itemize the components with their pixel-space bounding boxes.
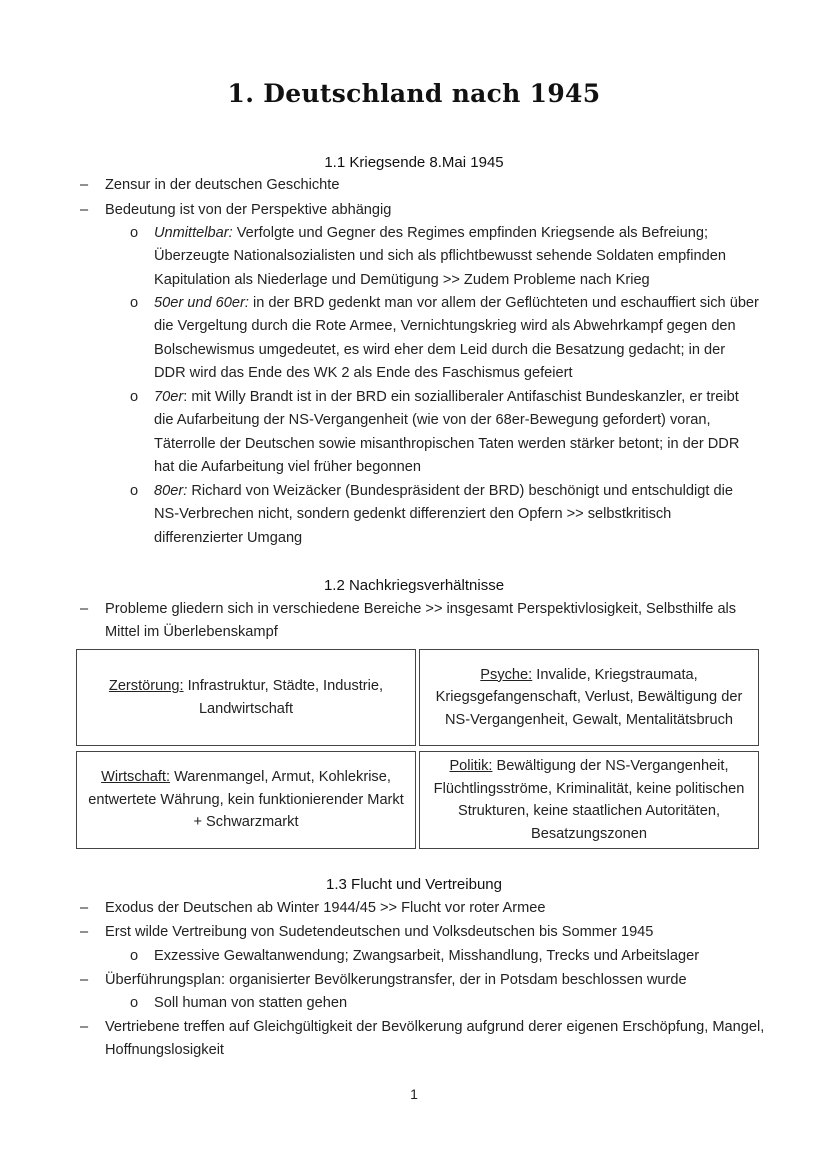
list-item bbox=[80, 969, 775, 992]
item-text: Soll human von statten gehen bbox=[154, 995, 348, 1011]
list-item bbox=[80, 1016, 775, 1063]
list-item-text: Probleme gliedern sich in verschiedene Bereiche >> insgesamt Perspektivlosigkeit, Selbsthilfe als Mittel im Überlebenskampf bbox=[105, 601, 737, 641]
box-text: Infrastruktur, Städte, Industrie, Landwirtschaft bbox=[183, 678, 384, 717]
sub-list-item bbox=[130, 222, 760, 292]
list-item-text: Zensur in der deutschen Geschichte bbox=[105, 177, 340, 193]
item-text: Exzessive Gewaltanwendung; Zwangsarbeit, Misshandlung, Trecks und Arbeitslager bbox=[154, 948, 700, 964]
sub-list-item bbox=[130, 386, 760, 480]
section-heading-1-2: 1.2 Nachkriegsverhältnisse bbox=[323, 577, 505, 594]
item-text: : mit Willy Brandt ist in der BRD ein sozialliberaler Antifaschist Bundeskanzler, er treibt die Aufarbeitung der NS-Vergangenheit (wie von der 68er-Bewegung gefordert) voran, Täterrolle der Deutschen sowie misanthropischen Taten werden stärker betont; in der DDR hat die Aufarbeitung viel früher begonnen bbox=[154, 389, 740, 476]
dash-marker: – bbox=[80, 177, 89, 193]
sub-list-item bbox=[130, 945, 760, 968]
list-item-text: Vertriebene treffen auf Gleichgültigkeit der Bevölkerung aufgrund derer eigenen Erschöpfung, Mangel, Hoffnungslosigkeit bbox=[105, 1019, 765, 1059]
list-item bbox=[80, 199, 775, 222]
item-label: Unmittelbar: bbox=[154, 225, 233, 241]
box-text: Invalide, Kriegstraumata, Kriegsgefangenschaft, Verlust, Bewältigung der NS-Vergangenheit, Gewalt, Mentalitätsbruch bbox=[435, 666, 743, 728]
dash-marker: – bbox=[80, 900, 89, 916]
section-heading-1-1: 1.1 Kriegsende 8.Mai 1945 bbox=[324, 154, 504, 171]
dash-marker: – bbox=[80, 972, 89, 988]
box-text: Bewältigung der NS-Vergangenheit, Flüchtlingsströme, Kriminalität, keine politischen Strukturen, keine staatlichen Autoritäten, Besatzungszonen bbox=[433, 758, 745, 842]
circle-marker: o bbox=[130, 948, 139, 964]
item-label: 70er bbox=[154, 389, 184, 405]
circle-marker: o bbox=[130, 389, 139, 405]
circle-marker: o bbox=[130, 225, 139, 241]
box-label: Wirtschaft: bbox=[101, 769, 171, 786]
box-label: Psyche: bbox=[480, 666, 533, 683]
dash-marker: – bbox=[80, 202, 89, 218]
category-box-politik bbox=[419, 751, 759, 849]
item-text: Richard von Weizäcker (Bundespräsident der BRD) beschönigt und entschuldigt die NS-Verbrechen nicht, sondern gedenkt differenziert den Opfern >> selbstkritisch differenzierter Umgang bbox=[154, 483, 733, 546]
box-label: Politik: bbox=[449, 758, 493, 774]
list-item bbox=[80, 598, 775, 645]
list-item-text: Exodus der Deutschen ab Winter 1944/45 >> Flucht vor roter Armee bbox=[105, 900, 546, 916]
circle-marker: o bbox=[130, 295, 139, 311]
sub-list-item bbox=[130, 480, 760, 550]
box-text: Warenmangel, Armut, Kohlekrise, entwertete Währung, kein funktionierender Markt + Schwarzmarkt bbox=[88, 769, 404, 831]
page-number: 1 bbox=[410, 1086, 418, 1102]
circle-marker: o bbox=[130, 995, 139, 1011]
category-box-psyche bbox=[419, 649, 759, 746]
list-item-text: Überführungsplan: organisierter Bevölkerungstransfer, der in Potsdam beschlossen wurde bbox=[105, 972, 687, 988]
sub-list-item bbox=[130, 292, 760, 386]
item-text: Verfolgte und Gegner des Regimes empfinden Kriegsende als Befreiung; Überzeugte Nationalsozialisten und sich als pflichtbewusst sehende Soldaten empfinden Kapitulation als Niederlage und Demütigung >> Zudem Probleme nach Krieg bbox=[154, 225, 726, 288]
list-item-text: Erst wilde Vertreibung von Sudetendeutschen und Volksdeutschen bis Sommer 1945 bbox=[105, 924, 654, 940]
page-title: 1. Deutschland nach 1945 bbox=[227, 79, 601, 108]
section-heading-1-3: 1.3 Flucht und Vertreibung bbox=[326, 876, 502, 893]
dash-marker: – bbox=[80, 1019, 89, 1035]
sub-list-item bbox=[130, 992, 760, 1015]
item-label: 50er und 60er: bbox=[154, 295, 249, 311]
list-item-text: Bedeutung ist von der Perspektive abhängig bbox=[105, 202, 392, 218]
circle-marker: o bbox=[130, 483, 139, 499]
list-item bbox=[80, 921, 775, 944]
category-box-zerstoerung bbox=[76, 649, 416, 746]
dash-marker: – bbox=[80, 601, 89, 617]
list-item bbox=[80, 897, 775, 920]
category-box-wirtschaft bbox=[76, 751, 416, 849]
item-text: in der BRD gedenkt man vor allem der Geflüchteten und eschauffiert sich über die Vergeltung durch die Rote Armee, Vernichtungskrieg wird als Abwehrkampf gegen den Bolschewismus umgedeutet, es wird eher dem Leid durch die Besatzung gedacht; in der DDR wird das Ende des WK 2 als Ende des Faschismus gefeiert bbox=[154, 295, 759, 382]
item-label: 80er: bbox=[154, 483, 188, 499]
list-item bbox=[80, 174, 775, 197]
dash-marker: – bbox=[80, 924, 89, 940]
box-label: Zerstörung: bbox=[108, 678, 184, 694]
